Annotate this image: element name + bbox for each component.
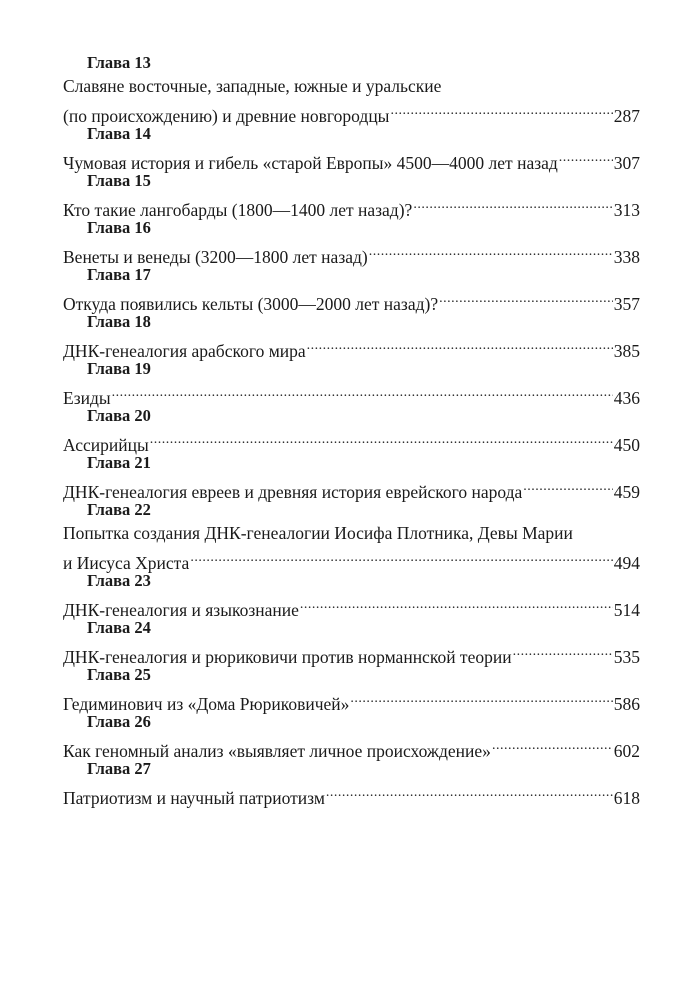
chapter-title-line (63, 145, 640, 173)
page-number: 450 (613, 435, 640, 455)
chapter-title-line (63, 780, 640, 808)
chapter-title: Ассирийцы (63, 435, 149, 455)
page-number: 459 (613, 482, 640, 502)
table-of-contents (63, 52, 640, 808)
chapter-heading: Глава 25 (87, 665, 151, 684)
toc-entry[interactable] (63, 758, 640, 808)
chapter-heading: Глава 14 (87, 124, 151, 143)
chapter-title-line (63, 686, 640, 714)
toc-entry[interactable] (63, 570, 640, 620)
toc-entry[interactable] (63, 617, 640, 667)
page-number: 494 (613, 553, 640, 573)
page-number: 586 (613, 694, 640, 714)
toc-entry[interactable] (63, 52, 640, 126)
toc-entry[interactable] (63, 711, 640, 761)
dot-leader (326, 780, 613, 804)
chapter-title: Чумовая история и гибель «старой Европы» 4500—4000 лет назад (63, 153, 558, 173)
dot-leader (369, 239, 613, 263)
chapter-title: ДНК-генеалогия евреев и древняя история еврейского народа (63, 482, 523, 502)
toc-entry[interactable] (63, 264, 640, 314)
chapter-title: Славяне восточные, западные, южные и уральские (63, 76, 442, 96)
chapter-title-line (63, 474, 640, 502)
chapter-title: Езиды (63, 388, 111, 408)
chapter-title-line (63, 239, 640, 267)
toc-entry[interactable] (63, 217, 640, 267)
dot-leader (513, 639, 613, 663)
page-number: 385 (613, 341, 640, 361)
chapter-title: ДНК-генеалогия и рюриковичи против норманнской теории (63, 647, 512, 667)
chapter-title: (по происхождению) и древние новгородцы (63, 106, 390, 126)
chapter-heading: Глава 24 (87, 618, 151, 637)
dot-leader (390, 98, 612, 122)
chapter-title: Кто такие лангобарды (1800—1400 лет назад)? (63, 200, 413, 220)
chapter-heading: Глава 13 (87, 53, 151, 72)
chapter-title-line (63, 98, 640, 126)
page-number: 307 (613, 153, 640, 173)
page-number: 602 (613, 741, 640, 761)
chapter-heading: Глава 26 (87, 712, 151, 731)
chapter-heading: Глава 27 (87, 759, 151, 778)
dot-leader (523, 474, 612, 498)
chapter-title: ДНК-генеалогия и языкознание (63, 600, 299, 620)
chapter-heading: Глава 17 (87, 265, 151, 284)
page-number: 287 (613, 106, 640, 126)
toc-entry[interactable] (63, 499, 640, 573)
dot-leader (300, 592, 613, 616)
chapter-title: Попытка создания ДНК-генеалогии Иосифа Плотника, Девы Марии (63, 523, 573, 543)
chapter-title-line (63, 592, 640, 620)
chapter-title: Откуда появились кельты (3000—2000 лет назад)? (63, 294, 439, 314)
chapter-title: и Иисуса Христа (63, 553, 190, 573)
dot-leader (492, 733, 613, 757)
page-number: 313 (613, 200, 640, 220)
toc-entry[interactable] (63, 405, 640, 455)
chapter-heading: Глава 21 (87, 453, 151, 472)
chapter-title-line (63, 545, 640, 573)
chapter-heading: Глава 19 (87, 359, 151, 378)
chapter-title: Патриотизм и научный патриотизм (63, 788, 325, 808)
chapter-heading: Глава 18 (87, 312, 151, 331)
toc-entry[interactable] (63, 123, 640, 173)
page-number: 436 (613, 388, 640, 408)
chapter-title-line (63, 639, 640, 667)
dot-leader (307, 333, 613, 357)
chapter-title-line (63, 380, 640, 408)
chapter-title: ДНК-генеалогия арабского мира (63, 341, 306, 361)
chapter-title-line (63, 74, 640, 98)
page-number: 535 (613, 647, 640, 667)
chapter-title-line (63, 286, 640, 314)
chapter-heading: Глава 23 (87, 571, 151, 590)
chapter-title-line (63, 733, 640, 761)
page-number: 357 (613, 294, 640, 314)
toc-entry[interactable] (63, 452, 640, 502)
page-number: 514 (613, 600, 640, 620)
chapter-title: Гедиминович из «Дома Рюриковичей» (63, 694, 350, 714)
page-number: 618 (613, 788, 640, 808)
chapter-heading: Глава 16 (87, 218, 151, 237)
page-number: 338 (613, 247, 640, 267)
dot-leader (350, 686, 612, 710)
toc-entry[interactable] (63, 358, 640, 408)
dot-leader (559, 145, 613, 169)
toc-entry[interactable] (63, 311, 640, 361)
chapter-title-line (63, 427, 640, 455)
chapter-title: Как геномный анализ «выявляет личное происхождение» (63, 741, 491, 761)
chapter-title-line (63, 192, 640, 220)
chapter-title-line (63, 521, 640, 545)
toc-entry[interactable] (63, 664, 640, 714)
dot-leader (112, 380, 613, 404)
toc-entry[interactable] (63, 170, 640, 220)
chapter-heading: Глава 15 (87, 171, 151, 190)
dot-leader (190, 545, 612, 569)
chapter-heading: Глава 22 (87, 500, 151, 519)
chapter-title-line (63, 333, 640, 361)
dot-leader (150, 427, 613, 451)
dot-leader (439, 286, 613, 310)
chapter-title: Венеты и венеды (3200—1800 лет назад) (63, 247, 368, 267)
chapter-heading: Глава 20 (87, 406, 151, 425)
dot-leader (413, 192, 612, 216)
